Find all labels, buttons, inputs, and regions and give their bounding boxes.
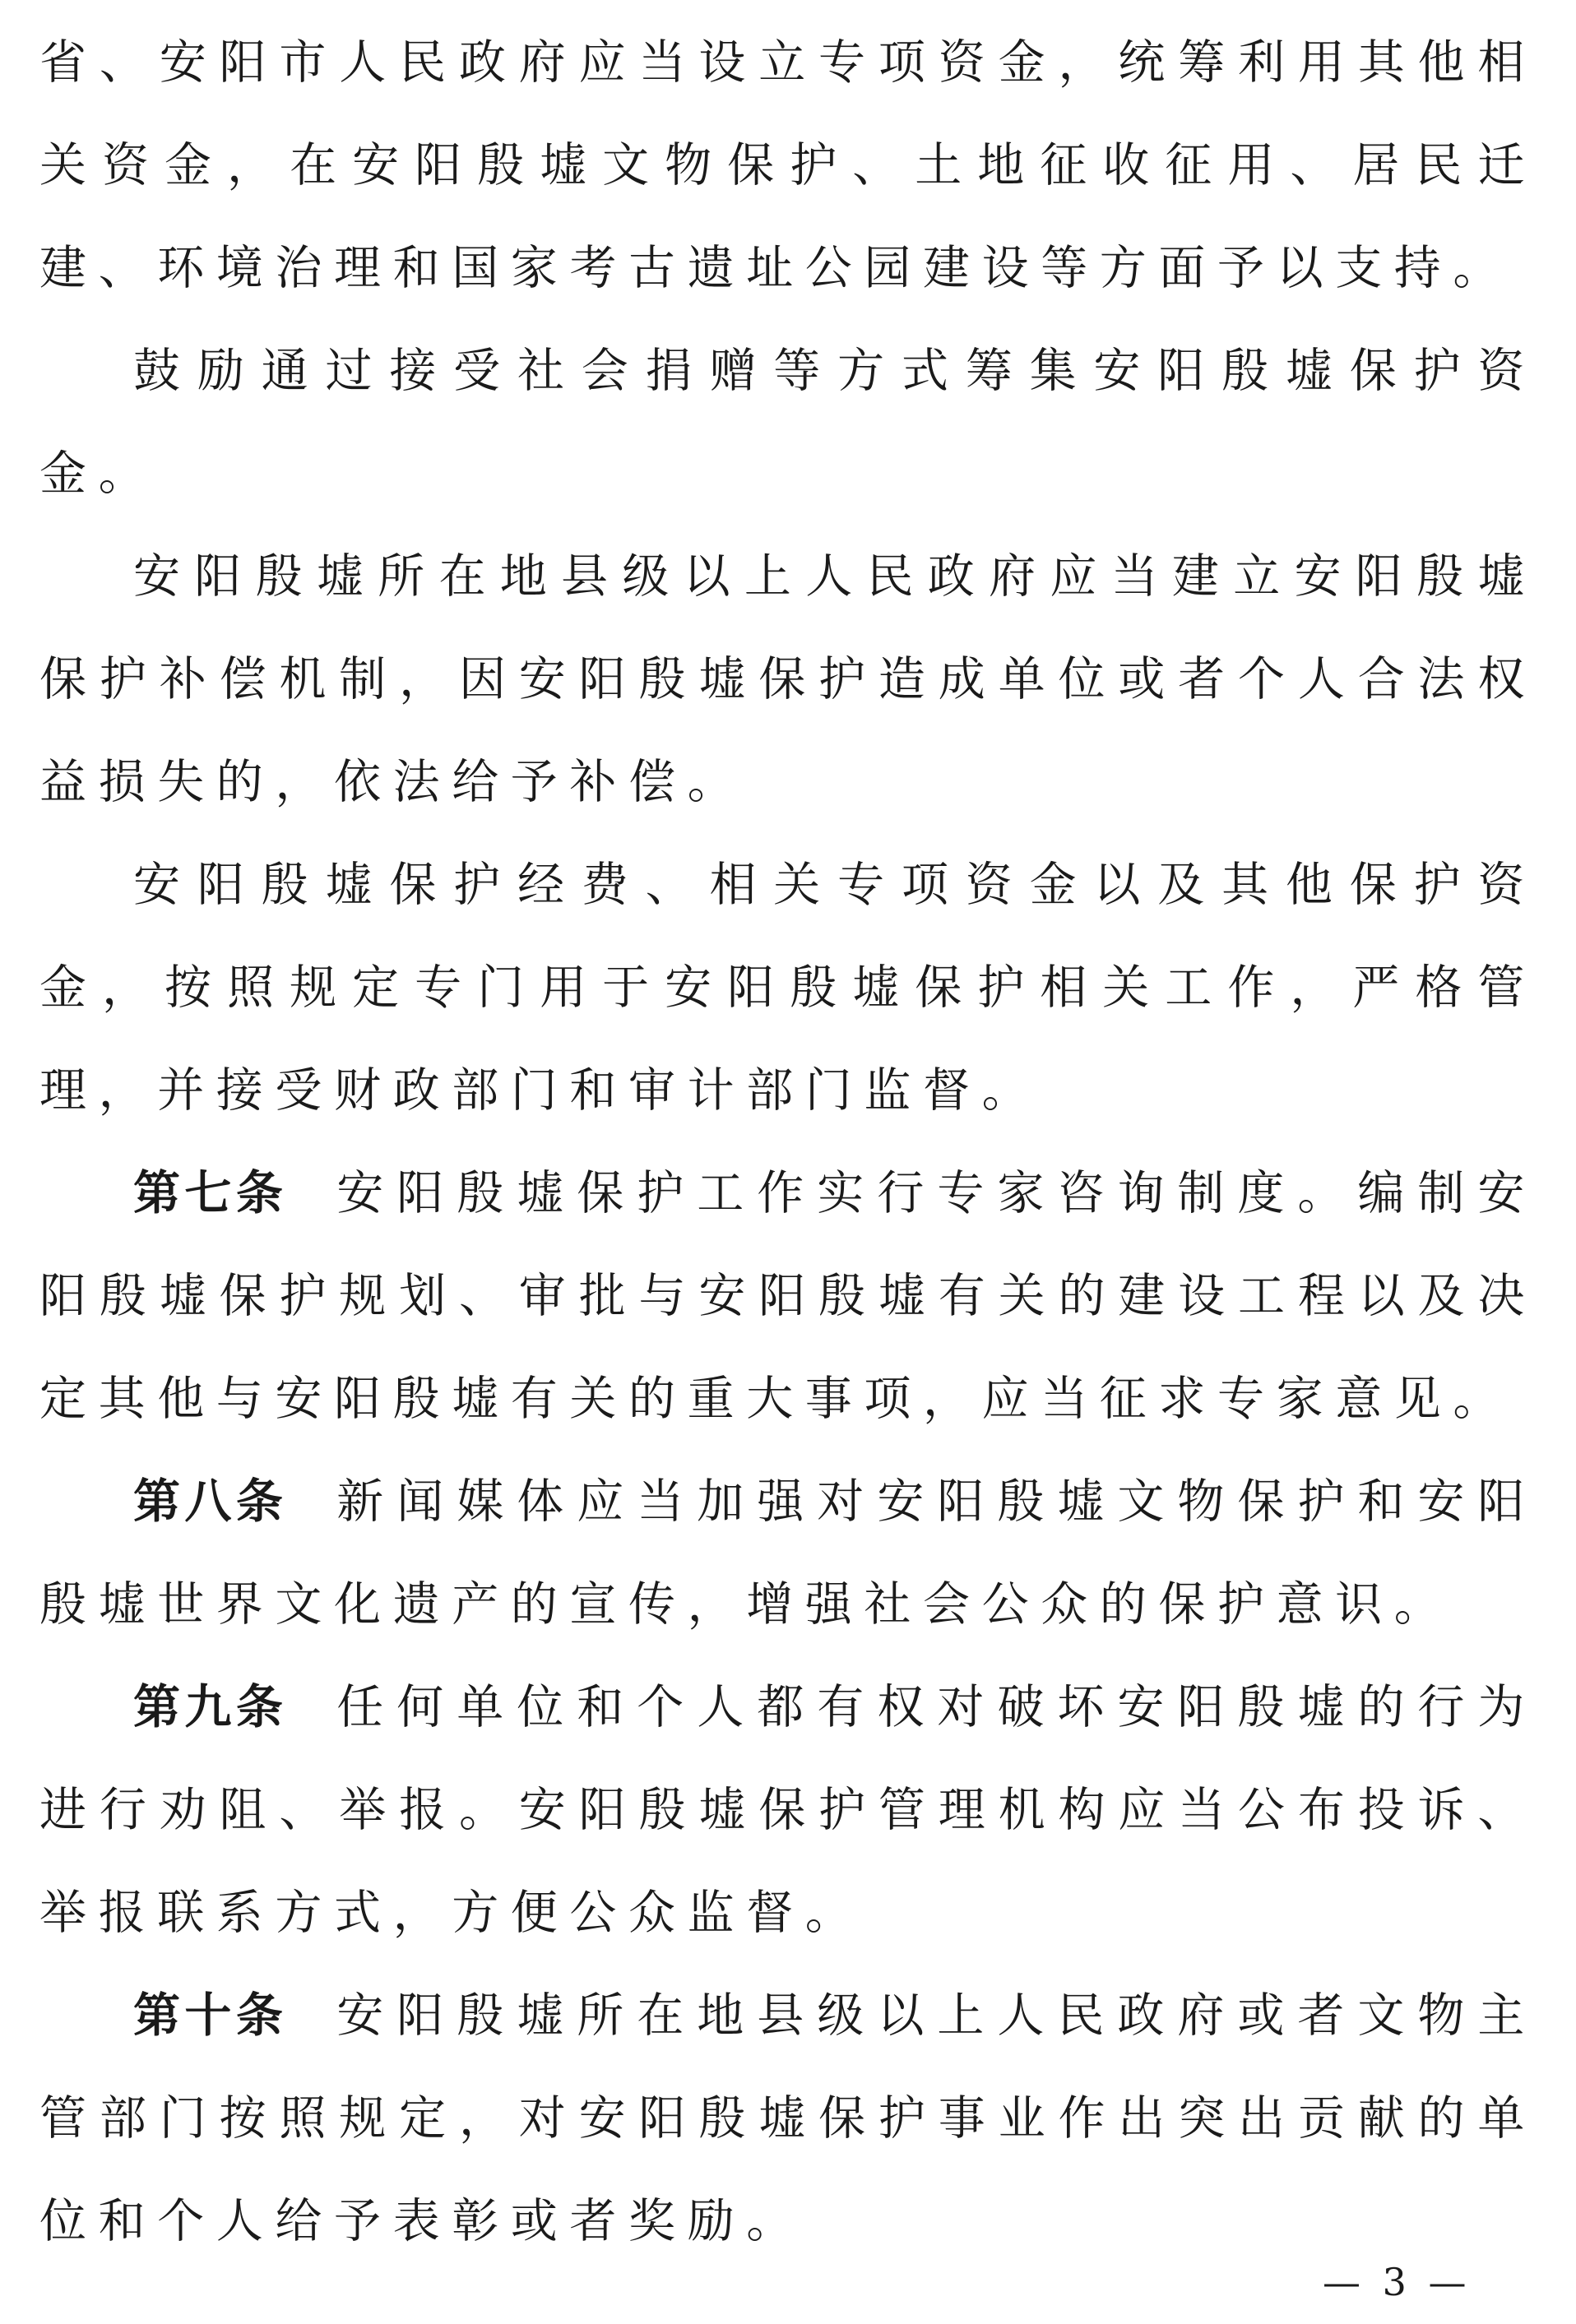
article-number: 第八条 [133,1474,288,1529]
article-paragraph [39,1451,1537,1656]
page-number: — 3 — [1323,2260,1472,2304]
paragraph-text: 省、安阳市人民政府应当设立专项资金，统筹利用其他相关资金，在安阳殷墟文物保护、土地征收征用、居民迁建、环境治理和国家考古遗址公园建设等方面予以支持。 [39,35,1537,295]
article-number: 第十条 [133,1988,288,2043]
document-body [39,12,1537,2273]
paragraph [39,320,1537,525]
article-paragraph [39,1656,1537,1965]
paragraph-text: 新闻媒体应当加强对安阳殷墟文物保护和安阳殷墟世界文化遗产的宣传，增强社会公众的保护意识。 [39,1474,1537,1632]
paragraph [39,525,1537,834]
article-number: 第九条 [133,1680,288,1734]
paragraph-continuation [39,12,1537,320]
article-paragraph [39,1142,1537,1451]
article-paragraph [39,1965,1537,2273]
paragraph-text: 安阳殷墟所在地县级以上人民政府或者文物主管部门按照规定，对安阳殷墟保护事业作出突出贡献的单位和个人给予表彰或者奖励。 [39,1988,1537,2248]
paragraph [39,834,1537,1142]
paragraph-text: 安阳殷墟保护经费、相关专项资金以及其他保护资金，按照规定专门用于安阳殷墟保护相关工作，严格管理，并接受财政部门和审计部门监督。 [39,858,1537,1118]
paragraph-text: 任何单位和个人都有权对破坏安阳殷墟的行为进行劝阻、举报。安阳殷墟保护管理机构应当公布投诉、举报联系方式，方便公众监督。 [39,1680,1537,1940]
paragraph-text: 安阳殷墟所在地县级以上人民政府应当建立安阳殷墟保护补偿机制，因安阳殷墟保护造成单位或者个人合法权益损失的，依法给予补偿。 [39,549,1537,809]
paragraph-text: 鼓励通过接受社会捐赠等方式筹集安阳殷墟保护资金。 [39,344,1537,501]
article-number: 第七条 [133,1166,288,1220]
paragraph-text: 安阳殷墟保护工作实行专家咨询制度。编制安阳殷墟保护规划、审批与安阳殷墟有关的建设工程以及决定其他与安阳殷墟有关的重大事项，应当征求专家意见。 [39,1166,1537,1426]
